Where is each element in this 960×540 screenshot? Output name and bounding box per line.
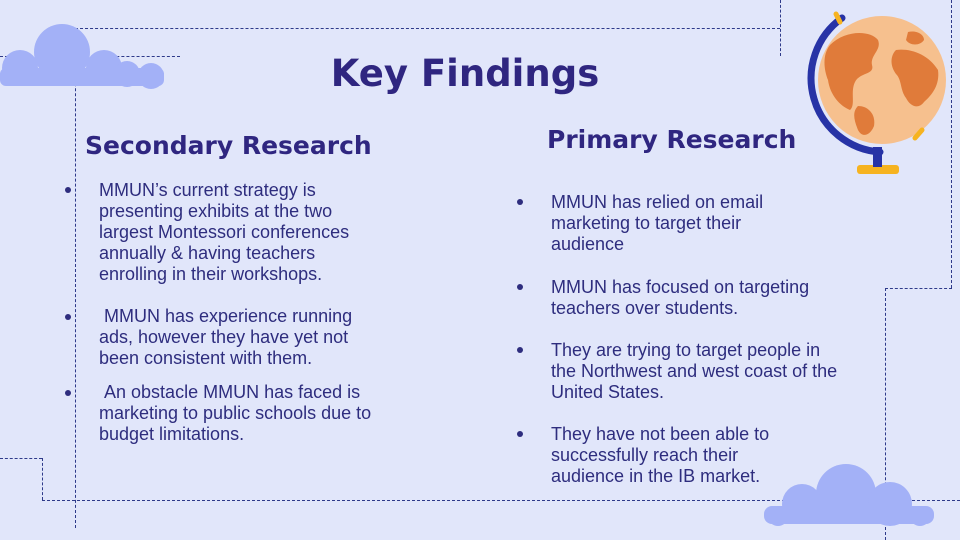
primary-list-item: MMUN has relied on email marketing to target their audience bbox=[551, 192, 764, 254]
frame-line-bottom-left-horizontal bbox=[0, 458, 42, 459]
list-bullet bbox=[517, 284, 523, 290]
primary-list-item: MMUN has focused on targeting teachers over students. bbox=[551, 277, 810, 318]
frame-line-right-vertical bbox=[951, 0, 952, 288]
secondary-research-heading: Secondary Research bbox=[85, 131, 372, 160]
slide-title: Key Findings bbox=[330, 52, 600, 95]
secondary-list-item: An obstacle MMUN has faced is marketing to public schools due to budget limitations. bbox=[99, 382, 377, 444]
secondary-list-item: MMUN has experience running ads, however they have yet not been consistent with them. bbox=[99, 306, 358, 368]
primary-list-item: They have not been able to successfully reach their audience in the IB market. bbox=[551, 424, 770, 486]
frame-line-top bbox=[75, 28, 780, 29]
list-bullet bbox=[517, 431, 523, 437]
frame-line-top-right-vertical bbox=[780, 0, 781, 56]
list-bullet bbox=[65, 390, 71, 396]
secondary-list-item: MMUN’s current strategy is presenting exhibits at the two largest Montessori conferences annually & having teachers enrolling in their workshops. bbox=[99, 180, 350, 284]
frame-line-left-vertical bbox=[75, 28, 76, 528]
primary-list-item: They are trying to target people in the Northwest and west coast of the United States. bbox=[551, 340, 838, 402]
list-bullet bbox=[517, 347, 523, 353]
list-bullet bbox=[517, 199, 523, 205]
list-bullet bbox=[65, 187, 71, 193]
frame-line-right-horizontal bbox=[885, 288, 952, 289]
primary-research-heading: Primary Research bbox=[547, 125, 797, 154]
frame-line-bottom-left-vertical bbox=[42, 458, 43, 500]
list-bullet bbox=[65, 314, 71, 320]
